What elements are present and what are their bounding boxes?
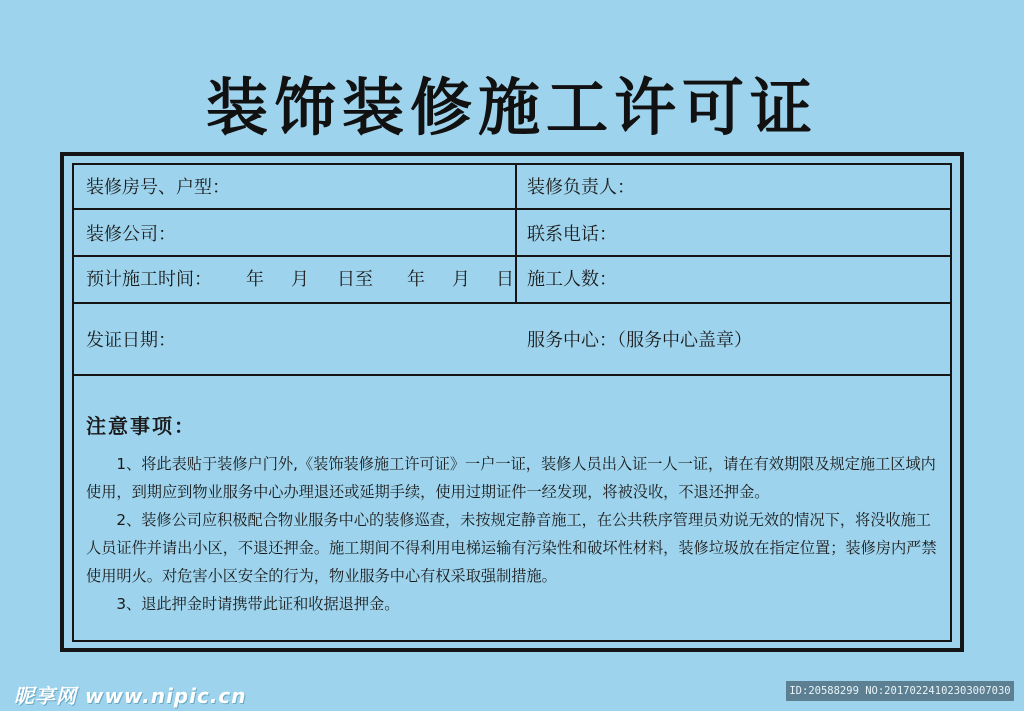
- month-start: 月: [291, 269, 309, 290]
- row-divider: [72, 374, 952, 376]
- site-watermark: 昵享网 www.nipic.cn: [14, 684, 247, 708]
- phone-label: 联系电话：: [527, 224, 617, 245]
- year-end: 年: [407, 269, 425, 290]
- notice-title: 注意事项：: [86, 414, 196, 438]
- image-id-bar: ID:20588299 NO:20170224102303007030: [786, 681, 1014, 701]
- row-divider: [72, 208, 952, 210]
- day-to: 日至: [337, 269, 373, 290]
- notice-item-1: 1、将此表贴于装修户门外,《装饰装修施工许可证》一户一证，装修人员出入证一人一证，请在有效期限及规定施工区域内使用，到期应到物业服务中心办理退还或延期手续，使用过期证件一经发现，将被没收，不退还押金。: [86, 455, 936, 501]
- planned-time-label: 预计施工时间：: [86, 269, 212, 290]
- responsible-label: 装修负责人：: [527, 177, 635, 198]
- column-divider: [515, 163, 517, 304]
- notice-body: [86, 450, 944, 618]
- row-divider: [72, 302, 952, 304]
- row-divider: [72, 255, 952, 257]
- issue-date-label: 发证日期：: [86, 330, 176, 351]
- month-end: 月: [452, 269, 470, 290]
- year-start: 年: [246, 269, 264, 290]
- page-title: 装饰装修施工许可证: [205, 71, 818, 144]
- service-center-label: 服务中心：（服务中心盖章）: [527, 330, 752, 351]
- day-end: 日: [496, 269, 514, 290]
- room-type-label: 装修房号、户型：: [86, 177, 230, 198]
- company-label: 装修公司：: [86, 224, 176, 245]
- workers-label: 施工人数：: [527, 269, 617, 290]
- notice-item-2: 2、装修公司应积极配合物业服务中心的装修巡查，未按规定静音施工，在公共秩序管理员劝说无效的情况下，将没收施工人员证件并请出小区，不退还押金。施工期间不得利用电梯运输有污染性和破坏性材料，装修垃圾放在指定位置；装修房内严禁使用明火。对危害小区安全的行为，物业服务中心有权采取强制措施。: [86, 511, 937, 585]
- notice-item-3: 3、退此押金时请携带此证和收据退押金。: [116, 595, 400, 613]
